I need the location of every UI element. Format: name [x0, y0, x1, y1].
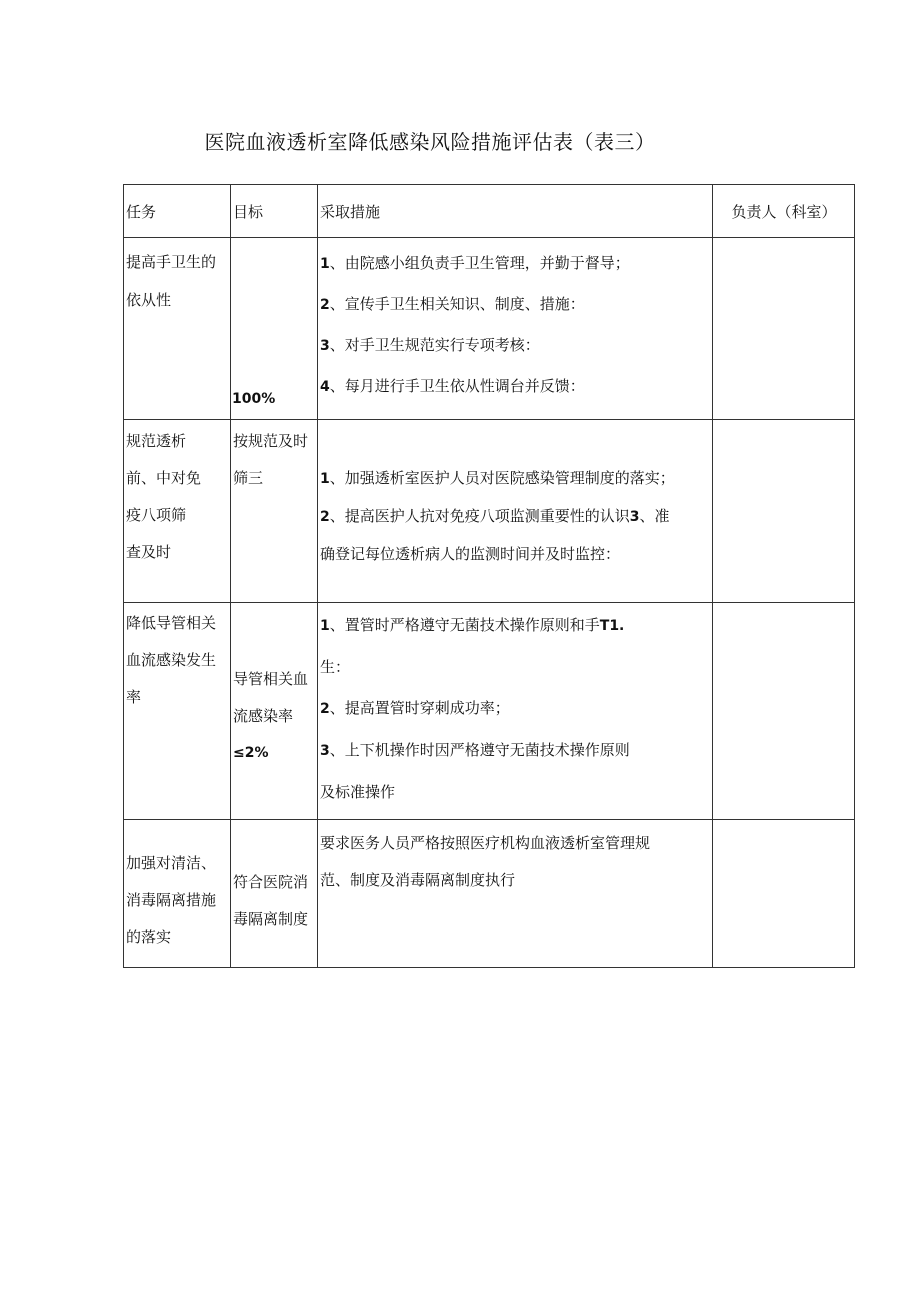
task-line: 降低导管相关: [126, 614, 217, 632]
row4-task: [126, 845, 232, 956]
measure-item: 3、上下机操作时因严格遵守无菌技术操作原则: [320, 741, 630, 759]
row3-task: [126, 605, 230, 716]
measure-item: 1、由院感小组负责手卫生管理，并勤于督导；: [320, 254, 630, 272]
assessment-table: [123, 184, 855, 968]
measure-item: 2、宣传手卫生相关知识、制度、措施：: [320, 295, 585, 313]
goal-line: 流感染率: [233, 707, 294, 725]
task-line: 提高手卫生的: [126, 253, 217, 271]
goal-line: ≤2%: [233, 745, 269, 761]
goal-line: 符合医院消: [233, 873, 309, 891]
row2-task: [126, 423, 230, 599]
measure-item: 2、提高置管时穿刺成功率；: [320, 699, 510, 717]
task-line: 的落实: [126, 928, 172, 946]
task-line: 疫八项筛: [126, 506, 187, 524]
header-measures: 采取措施: [320, 203, 381, 221]
document-title: 医院血液透析室降低感染风险措施评估表（表三）: [204, 130, 656, 154]
measure-item: [320, 813, 712, 819]
row3-goal: [233, 661, 317, 772]
measure-item: 范、制度及消毒隔离制度执行: [320, 871, 516, 889]
task-line: 血流感染发生: [126, 651, 217, 669]
row2-goal: [233, 423, 317, 497]
header-goal: 目标: [233, 203, 264, 221]
measure-item: 及标准操作: [320, 783, 396, 801]
task-line: 规范透析: [126, 432, 187, 450]
task-line: 消毒隔离措施: [126, 891, 217, 909]
header-task: 任务: [126, 203, 157, 221]
measure-item: 3、对手卫生规范实行专项考核：: [320, 336, 540, 354]
col-divider: [317, 185, 318, 967]
measure-item: 确登记每位透析病人的监测时间并及时监控：: [320, 545, 621, 563]
goal-line: 按规范及时: [233, 432, 309, 450]
row3-measures: [320, 605, 712, 819]
row4-measures: [320, 825, 712, 899]
row1-goal: 100%: [232, 391, 276, 407]
task-line: 依从性: [126, 291, 172, 309]
row-divider: [124, 419, 854, 420]
goal-line: 毒隔离制度: [233, 910, 309, 928]
task-line: 加强对清洁、: [126, 854, 217, 872]
task-line: 前、中对免: [126, 469, 202, 487]
row1-task: [126, 243, 230, 413]
task-line: 率: [126, 688, 142, 706]
row-divider: [124, 237, 854, 238]
row4-goal: [233, 864, 319, 938]
measure-item: 1、加强透析室医护人员对医院感染管理制度的落实；: [320, 469, 675, 487]
measure-item: 1、置管时严格遵守无菌技术操作原则和手T1.: [320, 616, 625, 634]
goal-line: 导管相关血: [233, 670, 309, 688]
row-divider: [124, 819, 854, 820]
col-divider: [712, 185, 713, 967]
measure-item: 4、每月进行手卫生依从性调台并反馈：: [320, 377, 585, 395]
goal-line: 筛三: [233, 469, 264, 487]
measure-item: 2、提高医护人抗对免疫八项监测重要性的认识3、准: [320, 507, 670, 525]
row2-measures: [320, 460, 716, 573]
row-divider: [124, 602, 854, 603]
task-line: 查及时: [126, 543, 172, 561]
row1-measures: [320, 243, 712, 419]
measure-item: 要求医务人员严格按照医疗机构血液透析室管理规: [320, 834, 651, 852]
measure-item: 生：: [320, 658, 351, 676]
header-owner: 负责人（科室）: [731, 203, 837, 221]
measure-item: [320, 407, 712, 419]
